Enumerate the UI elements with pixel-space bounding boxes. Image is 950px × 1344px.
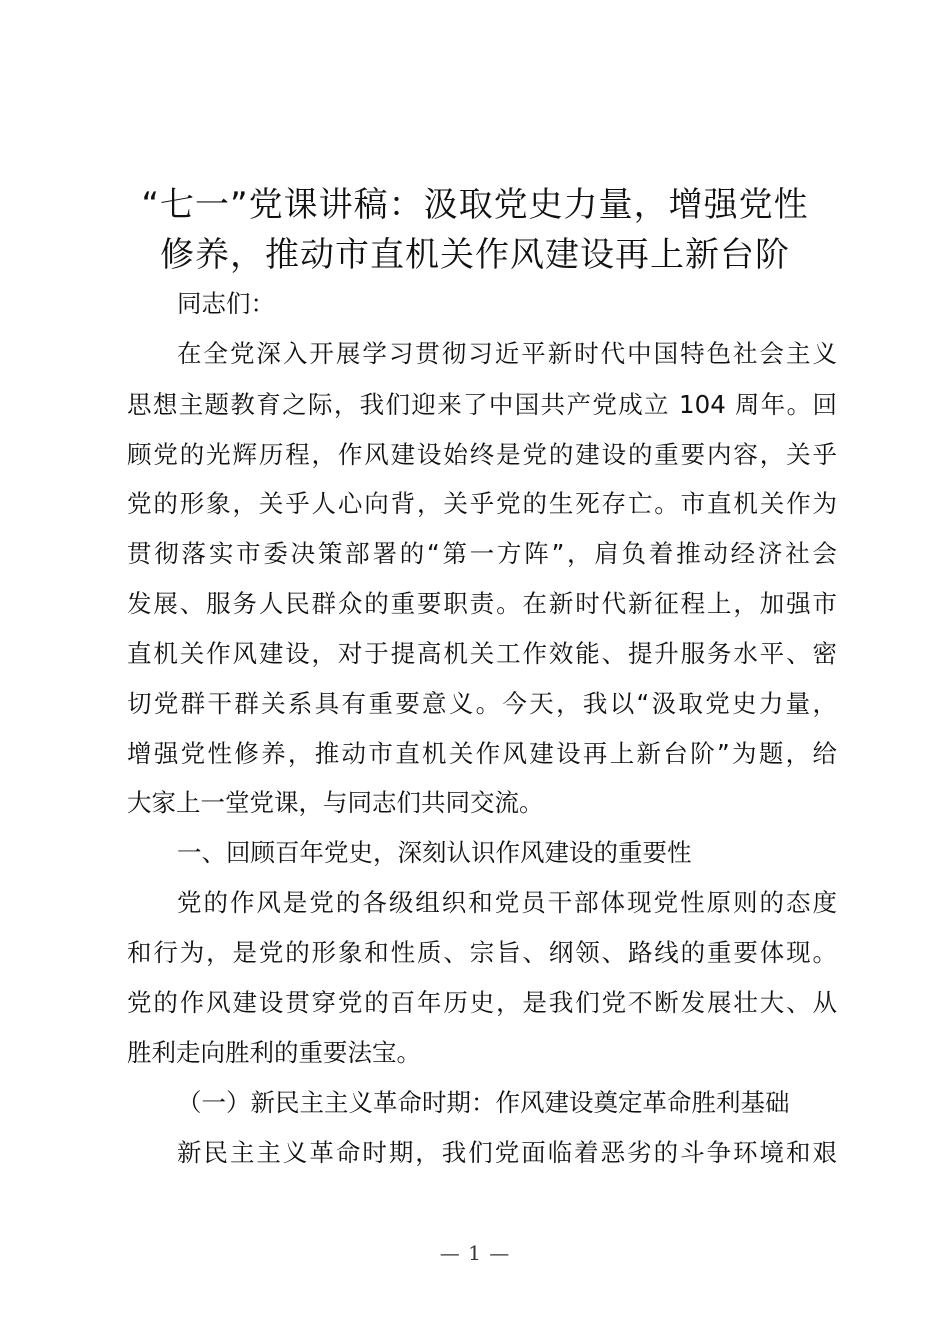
body-line: 顾党的光辉历程，作风建设始终是党的建设的重要内容，关乎 <box>127 440 837 469</box>
body-line: 思想主题教育之际，我们迎来了中国共产党成立 104 周年。回 <box>127 390 837 419</box>
salutation: 同志们： <box>177 289 275 318</box>
body-line: 发展、服务人民群众的重要职责。在新时代新征程上，加强市 <box>127 589 837 618</box>
section-heading-1: 一、回顾百年党史，深刻认识作风建设的重要性 <box>177 838 692 867</box>
body-line: 胜利走向胜利的重要法宝。 <box>127 1038 421 1067</box>
body-line: 党的作风是党的各级组织和党员干部体现党性原则的态度 <box>177 888 837 917</box>
body-line: 新民主主义革命时期，我们党面临着恶劣的斗争环境和艰 <box>177 1138 837 1167</box>
body-line: 党的形象，关乎人心向背，关乎党的生死存亡。市直机关作为 <box>127 489 837 518</box>
subsection-heading-1: （一）新民主主义革命时期：作风建设奠定革命胜利基础 <box>177 1088 790 1117</box>
document-title-line-1: “七一”党课讲稿：汲取党史力量，增强党性 <box>141 185 809 225</box>
body-line: 在全党深入开展学习贯彻习近平新时代中国特色社会主义 <box>177 339 837 368</box>
body-line: 党的作风建设贯穿党的百年历史，是我们党不断发展壮大、从 <box>127 988 837 1017</box>
page-number: — 1 — <box>439 1241 511 1265</box>
body-line: 和行为，是党的形象和性质、宗旨、纲领、路线的重要体现。 <box>127 938 837 967</box>
body-line: 大家上一堂党课，与同志们共同交流。 <box>127 788 544 817</box>
document-title-line-2: 修养，推动市直机关作风建设再上新台阶 <box>160 235 790 275</box>
body-line: 直机关作风建设，对于提高机关工作效能、提升服务水平、密 <box>127 639 837 668</box>
body-line: 切党群干群关系具有重要意义。今天，我以“汲取党史力量， <box>127 689 837 718</box>
body-line: 增强党性修养，推动市直机关作风建设再上新台阶”为题，给 <box>127 739 837 768</box>
body-line: 贯彻落实市委决策部署的“第一方阵”，肩负着推动经济社会 <box>127 539 837 568</box>
